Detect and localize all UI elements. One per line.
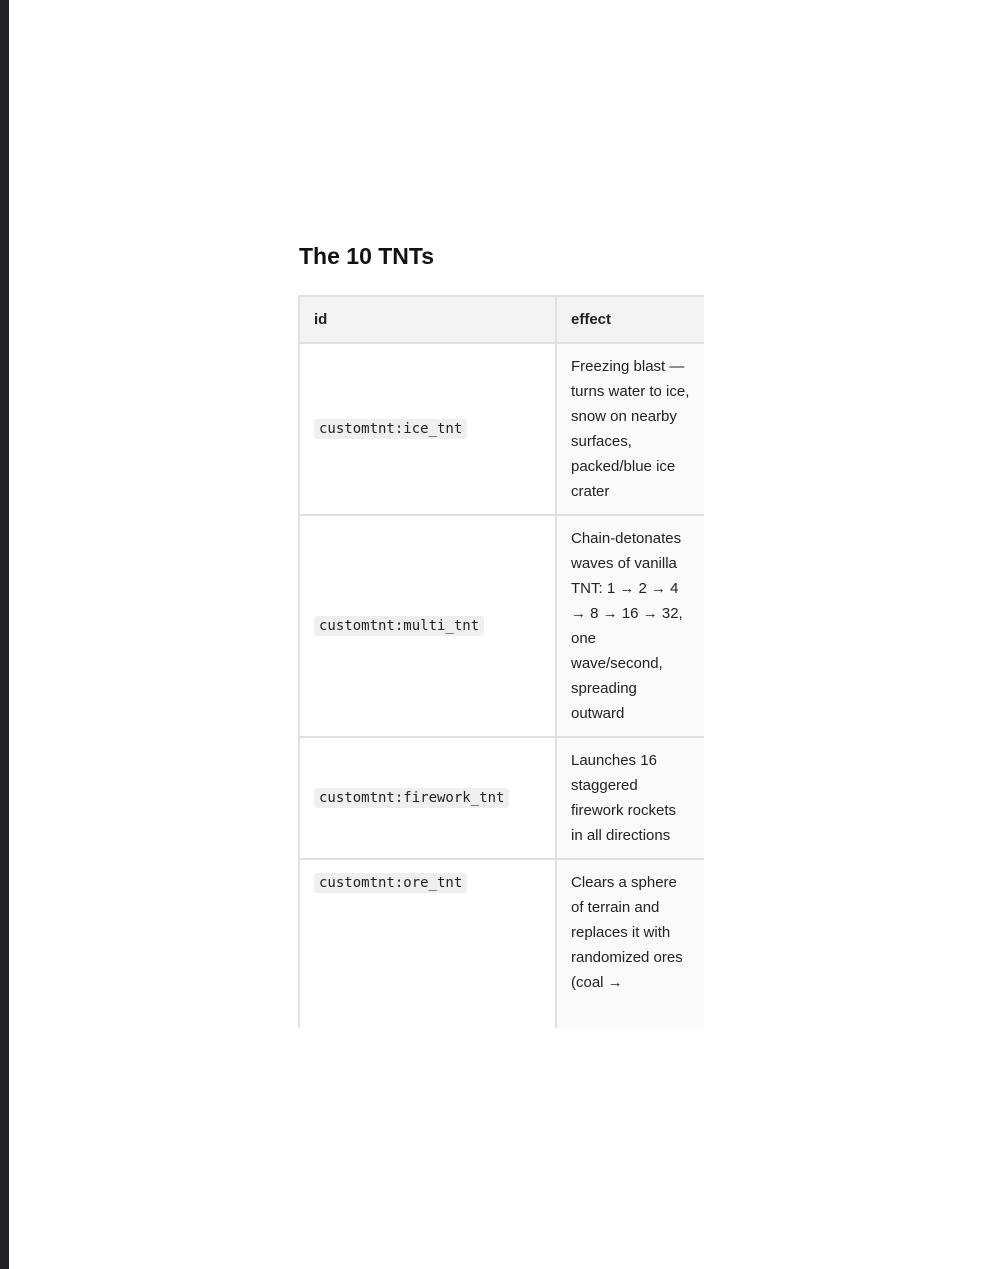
- section-heading: The 10 TNTs: [299, 243, 435, 269]
- tnt-id-code: customtnt:firework_tnt: [314, 788, 509, 808]
- table-row: [299, 515, 704, 737]
- table-header-row: [299, 296, 704, 343]
- table-row: [299, 737, 704, 859]
- id-cell: [299, 515, 556, 737]
- column-header-id: id: [299, 296, 556, 343]
- tnt-id-code: customtnt:multi_tnt: [314, 616, 484, 636]
- effect-cell: Clears a sphere of terrain and replaces it with randomized ores (coal →: [556, 859, 704, 1028]
- effect-cell: Chain-detonates waves of vanilla TNT: 1 → 2 → 4 → 8 → 16 → 32, one wave/second, spreading outward: [556, 515, 704, 737]
- tnt-table: [298, 295, 704, 1028]
- table-row: [299, 343, 704, 515]
- tnt-table-container: [298, 295, 704, 1028]
- effect-cell: Freezing blast — turns water to ice, snow on nearby surfaces, packed/blue ice crater: [556, 343, 704, 515]
- table-row: [299, 859, 704, 1028]
- id-cell: [299, 343, 556, 515]
- left-edge-bar: [0, 0, 9, 1269]
- tnt-id-code: customtnt:ice_tnt: [314, 419, 467, 439]
- column-header-effect: effect: [556, 296, 704, 343]
- id-cell: [299, 737, 556, 859]
- tnt-id-code: customtnt:ore_tnt: [314, 873, 467, 893]
- effect-cell: Launches 16 staggered firework rockets in all directions: [556, 737, 704, 859]
- id-cell: [299, 859, 556, 1028]
